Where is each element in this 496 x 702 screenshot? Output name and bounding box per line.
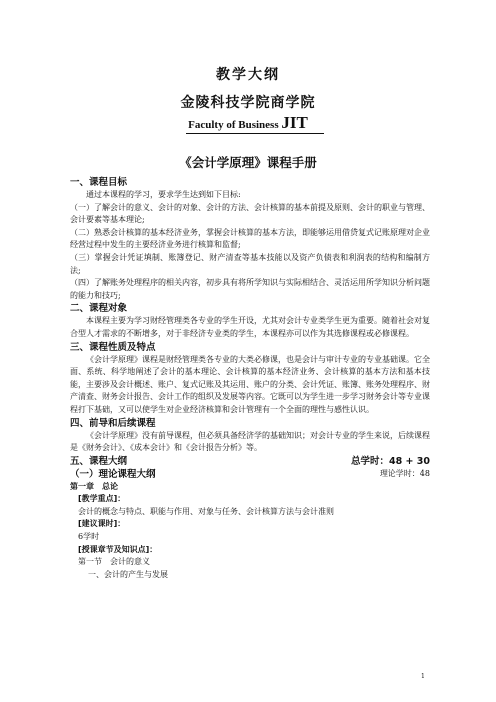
goals-intro: 通过本课程的学习，要求学生达到如下目标:: [86, 190, 241, 199]
theory-syllabus-heading: （一）理论课程大纲: [70, 468, 156, 480]
faculty-line: [0, 113, 496, 133]
syllabus-heading-row: [70, 455, 430, 468]
section-heading-nature: 三、课程性质及特点: [70, 341, 156, 353]
theory-heading-row: [70, 468, 430, 481]
body-text: [70, 176, 430, 581]
goal-item-4: （四）了解账务处理程序的相关内容，初步具有将所学知识与实际相结合、灵活运用所学知识分析问题的能力和技巧;: [70, 278, 430, 300]
section-item: 第一节 会计的意义: [78, 557, 150, 567]
section-heading-syllabus: 五、课程大纲: [70, 455, 128, 467]
doc-title: 教学大纲: [216, 67, 280, 83]
school-name: 金陵科技学院商学院: [180, 95, 316, 111]
suggested-hours-label: [建议课时]：: [78, 519, 126, 529]
audience-body: 本课程主要为学习财经管理类各专业的学生开设，尤其对会计专业类学生更为重要。随着社会对复合型人才需求的不断增多，对于非经济专业类的学生，本课程亦可以作为其选修课程或必修课程。: [70, 316, 430, 338]
suggested-hours-body: 6学时: [78, 532, 100, 542]
chapter-title: 第一章 总论: [70, 481, 118, 491]
header-rule: [186, 133, 324, 134]
key-points-label: [教学重点]：: [78, 494, 126, 504]
sections-label: [授课章节及知识点]：: [78, 544, 158, 554]
section-heading-prereq: 四、前导和后续课程: [70, 417, 156, 429]
goal-item-1: （一）了解会计的意义、会计的对象、会计的方法、会计核算的基本前提及原则、会计的职业与管理、会计要素等基本理论;: [70, 202, 430, 225]
goal-item-3: （三）掌握会计凭证填制、账簿登记、财产清查等基本技能以及资产负债表和利润表的结构和编制方法;: [70, 252, 430, 275]
section-heading-goals: 一、课程目标: [70, 177, 128, 188]
manual-title: 《会计学原理》课程手册: [179, 155, 317, 170]
total-hours: 总学时：48 + 30: [350, 455, 430, 467]
faculty-name: Faculty of Business: [188, 119, 282, 131]
section-heading-audience: 二、课程对象: [70, 303, 128, 315]
theory-hours: 理论学时：48: [379, 468, 430, 478]
key-points-body: 会计的概念与特点、职能与作用、对象与任务、会计核算方法与会计准则: [78, 506, 334, 516]
prereq-body: 《会计学原理》没有前导课程，但必须具备经济学的基础知识；对会计专业的学生来说，后续课程是《财务会计》、《成本会计》和《会计报告分析》等。: [70, 430, 430, 453]
nature-body: 《会计学原理》课程是财经管理类各专业的大类必修课，也是会计与审计专业的专业基础课。它全面、系统、科学地阐述了会计的基本理论、会计核算的基本经济业务、会计核算的基本方法和基本技能，主要涉及会计概述、账户、复式记账及其运用、账户的分类、会计凭证、账簿、账务处理程序、财产清查、财务会计报告、会计工作的组织及发展等内容。它既可以为学生进一步学习财务会计等专业课程打下基础，又可以使学生对企业经济核算和会计管理有一个全面的理性与感性认识。: [70, 354, 430, 414]
goal-item-2: （二）熟悉会计核算的基本经济业务，掌握会计核算的基本方法，即能够运用借贷复式记账原理对企业经营过程中发生的主要经济业务进行核算和监督;: [70, 227, 430, 250]
knowledge-point: 一、会计的产生与发展: [88, 569, 168, 579]
jit-abbrev: JIT: [281, 113, 308, 132]
page-number: 1: [421, 673, 425, 680]
